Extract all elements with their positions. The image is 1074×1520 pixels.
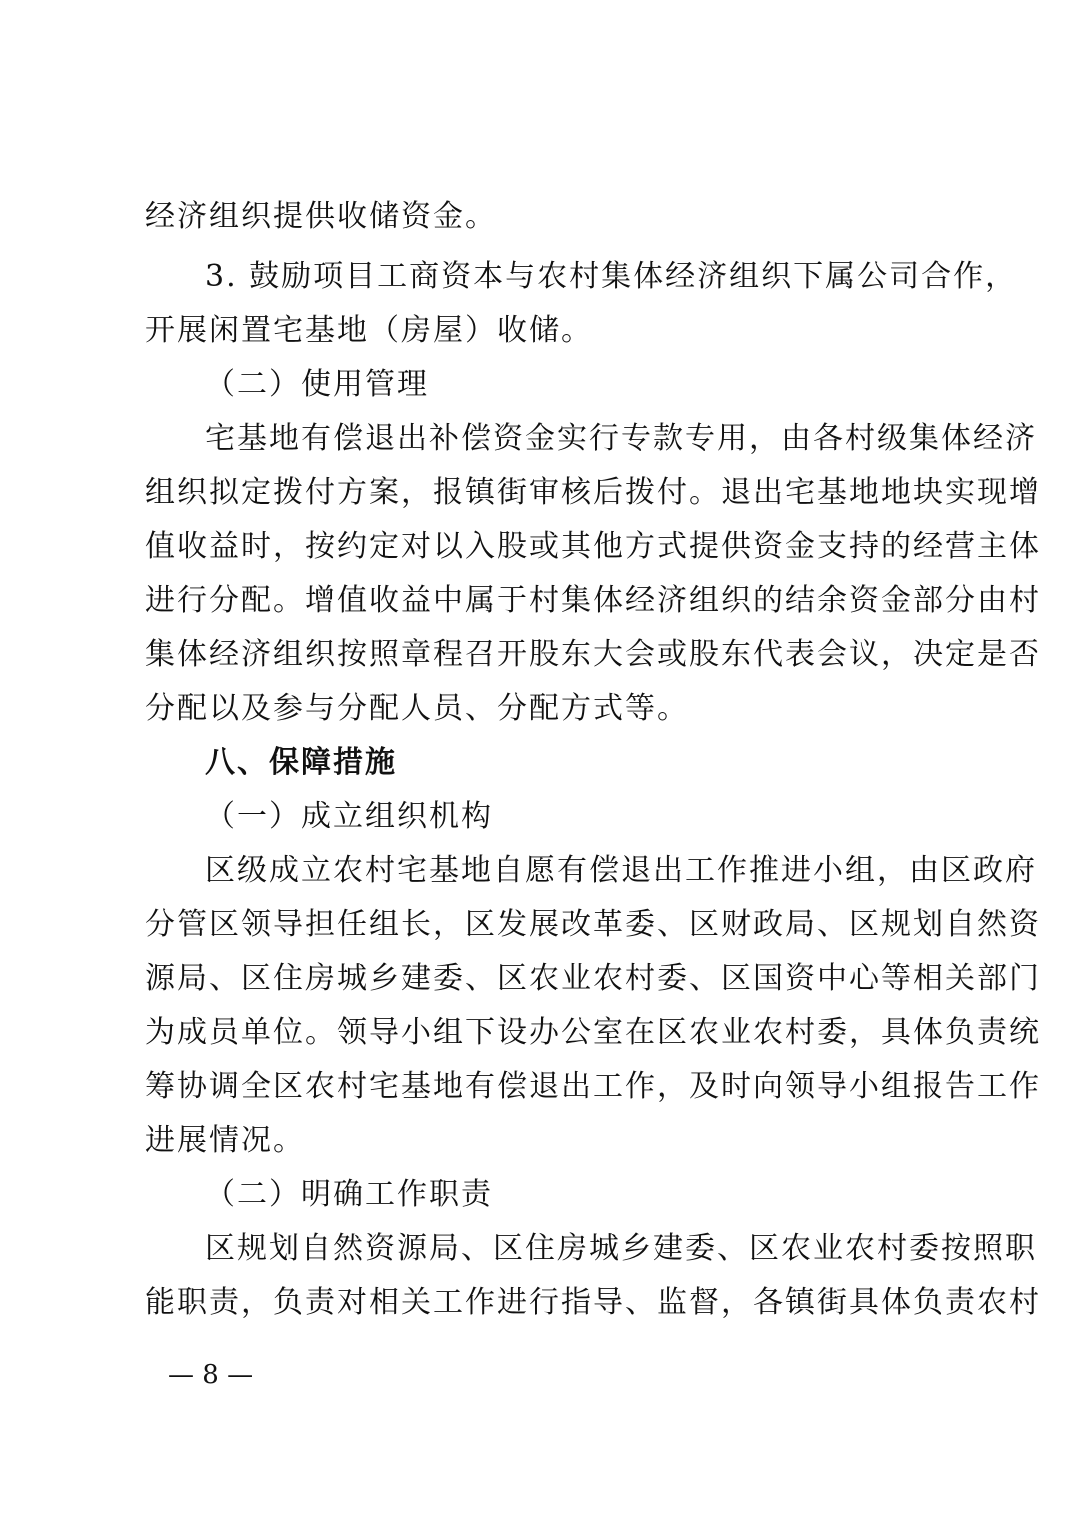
subsection-heading: （一）成立组织机构 [205,799,493,834]
body-text-line: 进展情况。 [145,1123,305,1158]
body-text-line: 区规划自然资源局、区住房城乡建委、区农业农村委按照职 [205,1231,1037,1266]
body-text-line: 组织拟定拨付方案，报镇街审核后拨付。退出宅基地地块实现增 [145,475,1041,510]
body-text-line: 3. 鼓励项目工商资本与农村集体经济组织下属公司合作， [205,259,1018,294]
body-text-line: 值收益时，按约定对以入股或其他方式提供资金支持的经营主体 [145,529,1041,564]
subsection-heading: （二）明确工作职责 [205,1177,493,1212]
body-text-line: 筹协调全区农村宅基地有偿退出工作，及时向领导小组报告工作 [145,1069,1041,1104]
body-text-line: 宅基地有偿退出补偿资金实行专款专用，由各村级集体经济 [205,421,1037,456]
body-text-line: 分管区领导担任组长，区发展改革委、区财政局、区规划自然资 [145,907,1041,942]
page-number: — 8 — [168,1360,254,1390]
subsection-heading: （二）使用管理 [205,367,429,402]
body-text-line: 能职责，负责对相关工作进行指导、监督，各镇街具体负责农村 [145,1285,1041,1320]
body-text-line: 经济组织提供收储资金。 [145,199,497,234]
body-text-line: 开展闲置宅基地（房屋）收储。 [145,313,593,348]
body-text-line: 分配以及参与分配人员、分配方式等。 [145,691,689,726]
body-text-line: 进行分配。增值收益中属于村集体经济组织的结余资金部分由村 [145,583,1041,618]
body-text-line: 区级成立农村宅基地自愿有偿退出工作推进小组，由区政府 [205,853,1037,888]
body-text-line: 源局、区住房城乡建委、区农业农村委、区国资中心等相关部门 [145,961,1041,996]
body-text-line: 为成员单位。领导小组下设办公室在区农业农村委，具体负责统 [145,1015,1041,1050]
section-heading: 八、保障措施 [205,745,397,780]
body-text-line: 集体经济组织按照章程召开股东大会或股东代表会议，决定是否 [145,637,1041,672]
